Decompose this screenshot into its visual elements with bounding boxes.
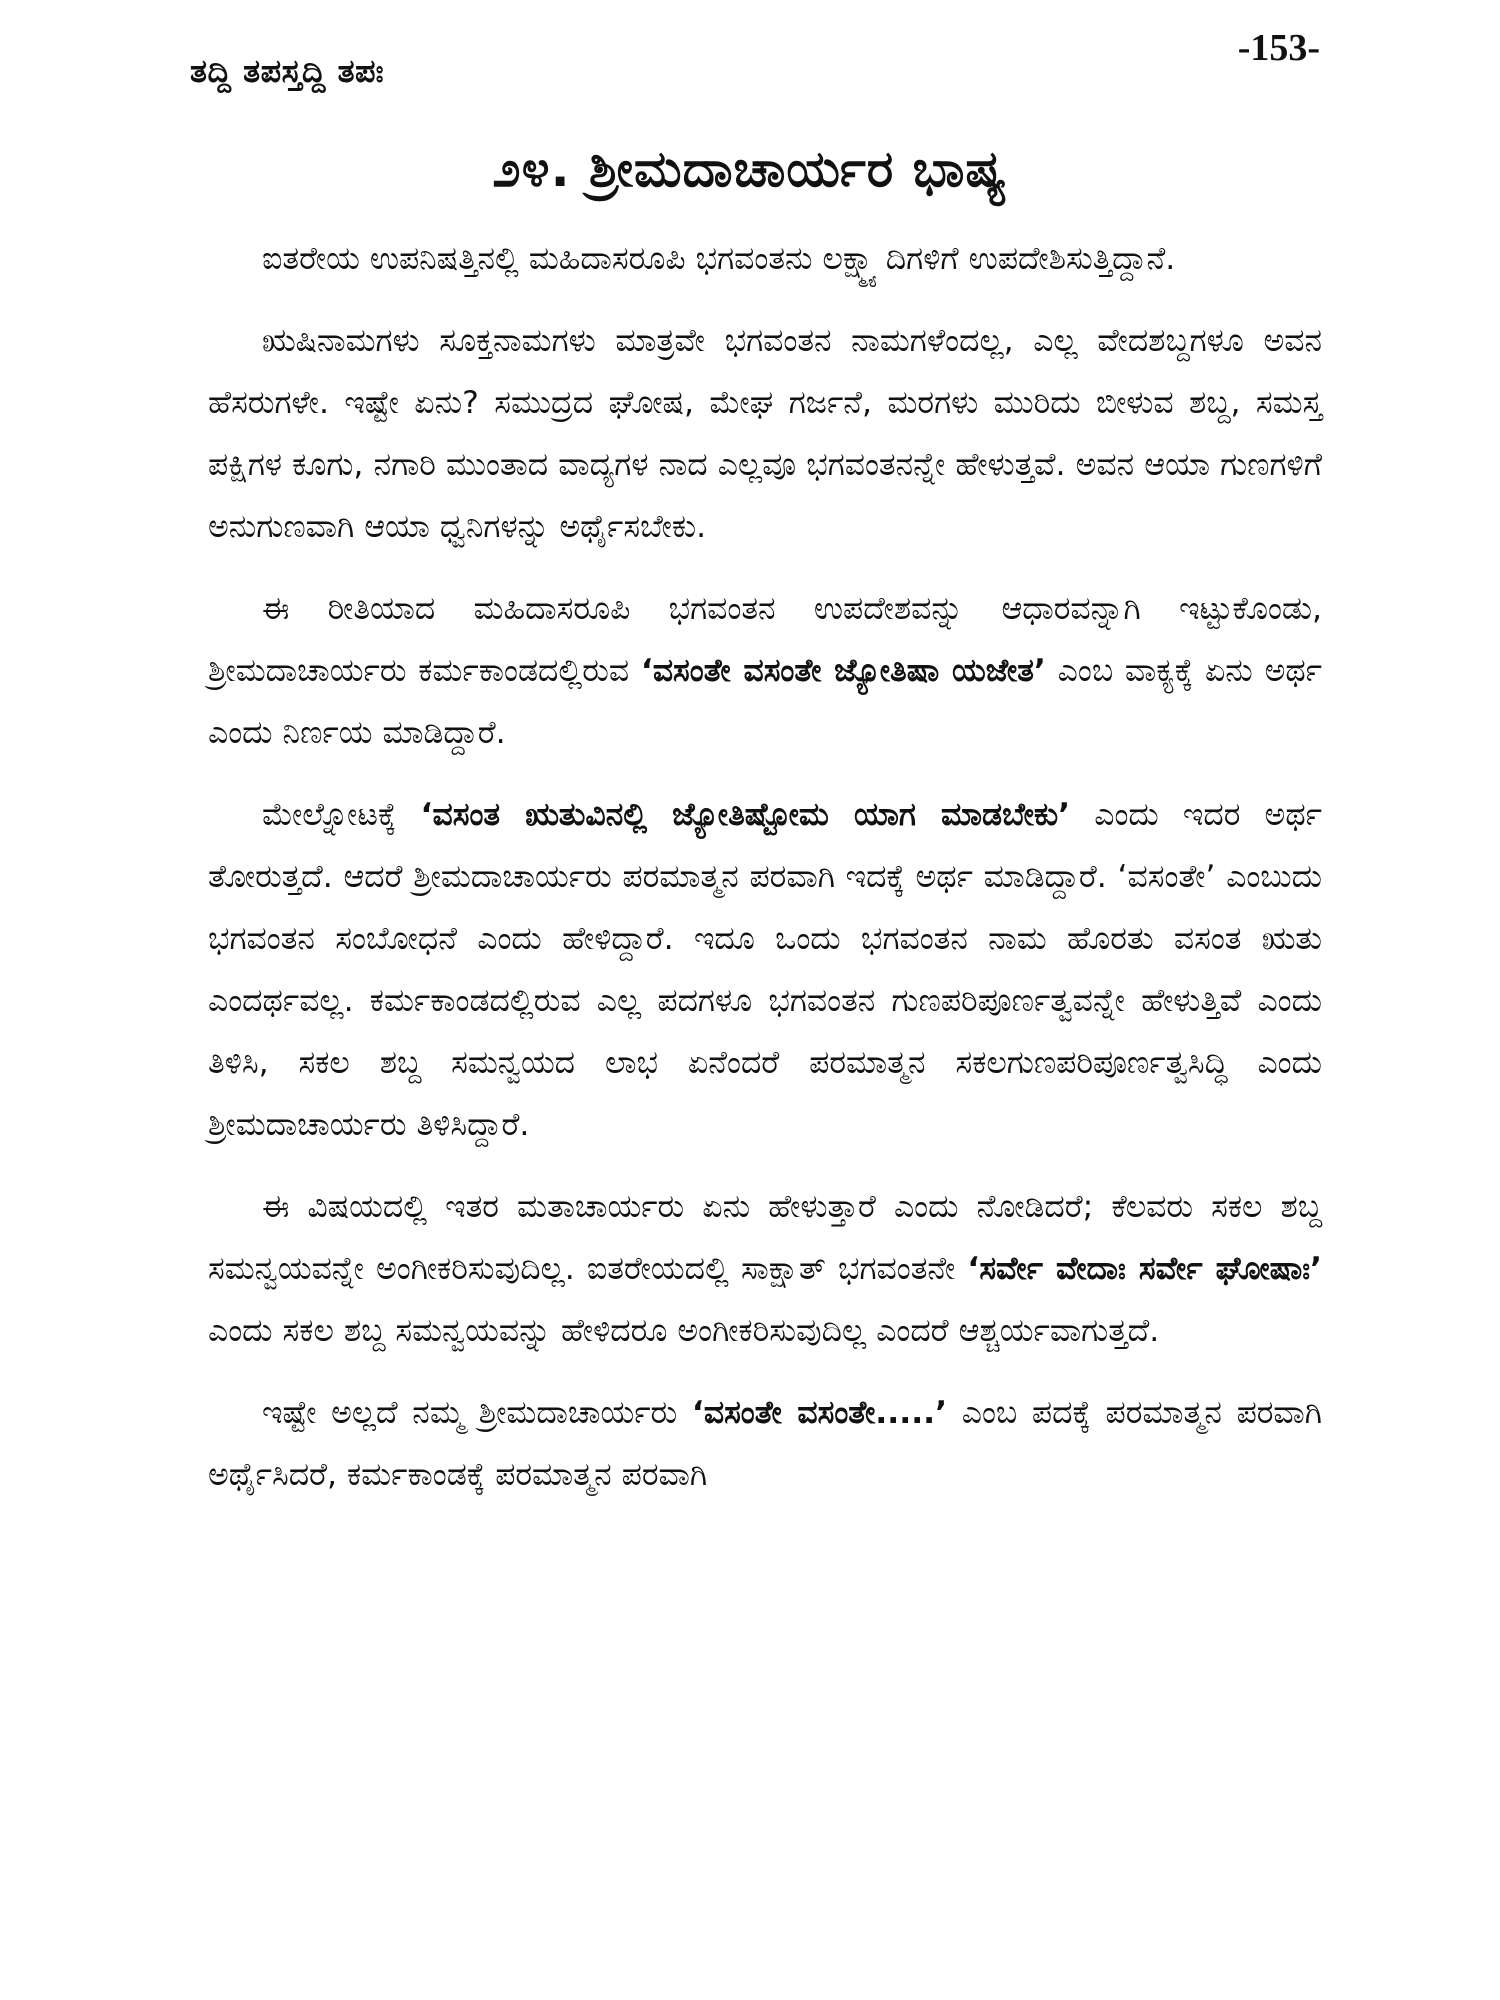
paragraph-2: [208, 310, 1322, 558]
paragraph-5: [208, 1176, 1322, 1362]
running-header: ತದ್ದಿ ತಪಸ್ತದ್ದಿ ತಪಃ: [190, 52, 385, 90]
paragraph-text: ಇಷ್ಟೇ ಅಲ್ಲದೆ ನಮ್ಮ ಶ್ರೀಮದಾಚಾರ್ಯರು: [262, 1395, 692, 1431]
paragraph-text: ಎಂದು ಇದರ ಅರ್ಥ ತೋರುತ್ತದೆ. ಆದರೆ ಶ್ರೀಮದಾಚಾರ್ಯರು ಪರಮಾತ್ಮನ ಪರವಾಗಿ ಇದಕ್ಕೆ ಅರ್ಥ ಮಾಡಿದ್ದಾರೆ. ‘ವಸಂತೇ’ ಎಂಬುದು ಭಗವಂತನ ಸಂಬೋಧನೆ ಎಂದು ಹೇಳಿದ್ದಾರೆ. ಇದೂ ಒಂದು ಭಗವಂತನ ನಾಮ ಹೊರತು ವಸಂತ ಋತು ಎಂದರ್ಥವಲ್ಲ. ಕರ್ಮಕಾಂಡದಲ್ಲಿರುವ ಎಲ್ಲ ಪದಗಳೂ ಭಗವಂತನ ಗುಣಪರಿಪೂರ್ಣತ್ವವನ್ನೇ ಹೇಳುತ್ತಿವೆ ಎಂದು ತಿಳಿಸಿ, ಸಕಲ ಶಬ್ದ ಸಮನ್ವಯದ ಲಾಭ ಏನೆಂದರೆ ಪರಮಾತ್ಮನ ಸಕಲಗುಣಪರಿಪೂರ್ಣತ್ವಸಿದ್ಧಿ ಎಂದು ಶ್ರೀಮದಾಚಾರ್ಯರು ತಿಳಿಸಿದ್ದಾರೆ.: [208, 797, 1322, 1143]
paragraph-text: ಮೇಲ್ನೋಟಕ್ಕೆ: [262, 797, 421, 833]
paragraph-text: ಈ ವಿಷಯದಲ್ಲಿ ಇತರ ಮತಾಚಾರ್ಯರು ಏನು ಹೇಳುತ್ತಾರೆ ಎಂದು ನೋಡಿದರೆ; ಕೆಲವರು ಸಕಲ ಶಬ್ದ ಸಮನ್ವಯವನ್ನೇ ಅಂಗೀಕರಿಸುವುದಿಲ್ಲ. ಐತರೇಯದಲ್ಲಿ ಸಾಕ್ಷಾತ್ ಭಗವಂತನೇ: [208, 1189, 1322, 1287]
paragraph-3: [208, 578, 1322, 764]
paragraph-text: ಈ ರೀತಿಯಾದ ಮಹಿದಾಸರೂಪಿ ಭಗವಂತನ ಉಪದೇಶವನ್ನು ಆಧಾರವನ್ನಾಗಿ ಇಟ್ಟುಕೊಂಡು, ಶ್ರೀಮದಾಚಾರ್ಯರು ಕರ್ಮಕಾಂಡದಲ್ಲಿರುವ: [208, 591, 1322, 689]
paragraph-text: ಎಂಬ ವಾಕ್ಯಕ್ಕೆ ಏನು ಅರ್ಥ ಎಂದು ನಿರ್ಣಯ ಮಾಡಿದ್ದಾರೆ.: [208, 653, 1322, 751]
quoted-phrase: ‘ಸರ್ವೇ ವೇದಾಃ ಸರ್ವೇ ಘೋಷಾಃ’: [967, 1251, 1323, 1287]
quoted-phrase: ‘ವಸಂತೇ ವಸಂತೇ ಜ್ಯೋತಿಷಾ ಯಜೇತ’: [640, 653, 1046, 689]
chapter-title: ೨೪. ಶ್ರೀಮದಾಚಾರ್ಯರ ಭಾಷ್ಯ: [492, 140, 1008, 198]
paragraph-4: [208, 784, 1322, 1156]
paragraph-text: ಎಂದು ಸಕಲ ಶಬ್ದ ಸಮನ್ವಯವನ್ನು ಹೇಳಿದರೂ ಅಂಗೀಕರಿಸುವುದಿಲ್ಲ ಎಂದರೆ ಆಶ್ಚರ್ಯವಾಗುತ್ತದೆ.: [208, 1313, 1160, 1349]
paragraph-6: [208, 1382, 1322, 1506]
quoted-phrase: ‘ವಸಂತೇ ವಸಂತೇ.....’: [691, 1395, 948, 1431]
paragraph-1: [208, 228, 1322, 290]
paragraph-text: ಋಷಿನಾಮಗಳು ಸೂಕ್ತನಾಮಗಳು ಮಾತ್ರವೇ ಭಗವಂತನ ನಾಮಗಳೆಂದಲ್ಲ, ಎಲ್ಲ ವೇದಶಬ್ದಗಳೂ ಅವನ ಹೆಸರುಗಳೇ. ಇಷ್ಟೇ ಏನು? ಸಮುದ್ರದ ಘೋಷ, ಮೇಘ ಗರ್ಜನೆ, ಮರಗಳು ಮುರಿದು ಬೀಳುವ ಶಬ್ದ, ಸಮಸ್ತ ಪಕ್ಷಿಗಳ ಕೂಗು, ನಗಾರಿ ಮುಂತಾದ ವಾದ್ಯಗಳ ನಾದ ಎಲ್ಲವೂ ಭಗವಂತನನ್ನೇ ಹೇಳುತ್ತವೆ. ಅವನ ಆಯಾ ಗುಣಗಳಿಗೆ ಅನುಗುಣವಾಗಿ ಆಯಾ ಧ್ವನಿಗಳನ್ನು ಅರ್ಥೈಸಬೇಕು.: [208, 323, 1322, 545]
quoted-phrase: ‘ವಸಂತ ಋತುವಿನಲ್ಲಿ ಜ್ಯೋತಿಷ್ಟೋಮ ಯಾಗ ಮಾಡಬೇಕು’: [420, 797, 1071, 833]
page-number: -153-: [1237, 27, 1320, 69]
paragraph-text: ಎಂಬ ಪದಕ್ಕೆ ಪರಮಾತ್ಮನ ಪರವಾಗಿ ಅರ್ಥೈಸಿದರೆ, ಕರ್ಮಕಾಂಡಕ್ಕೆ ಪರಮಾತ್ಮನ ಪರವಾಗಿ: [208, 1395, 1323, 1493]
paragraph-text: ಐತರೇಯ ಉಪನಿಷತ್ತಿನಲ್ಲಿ ಮಹಿದಾಸರೂಪಿ ಭಗವಂತನು ಲಕ್ಷ್ಮ್ಯಾದಿಗಳಿಗೆ ಉಪದೇಶಿಸುತ್ತಿದ್ದಾನೆ.: [262, 241, 1176, 277]
body-text: [208, 228, 1322, 1526]
